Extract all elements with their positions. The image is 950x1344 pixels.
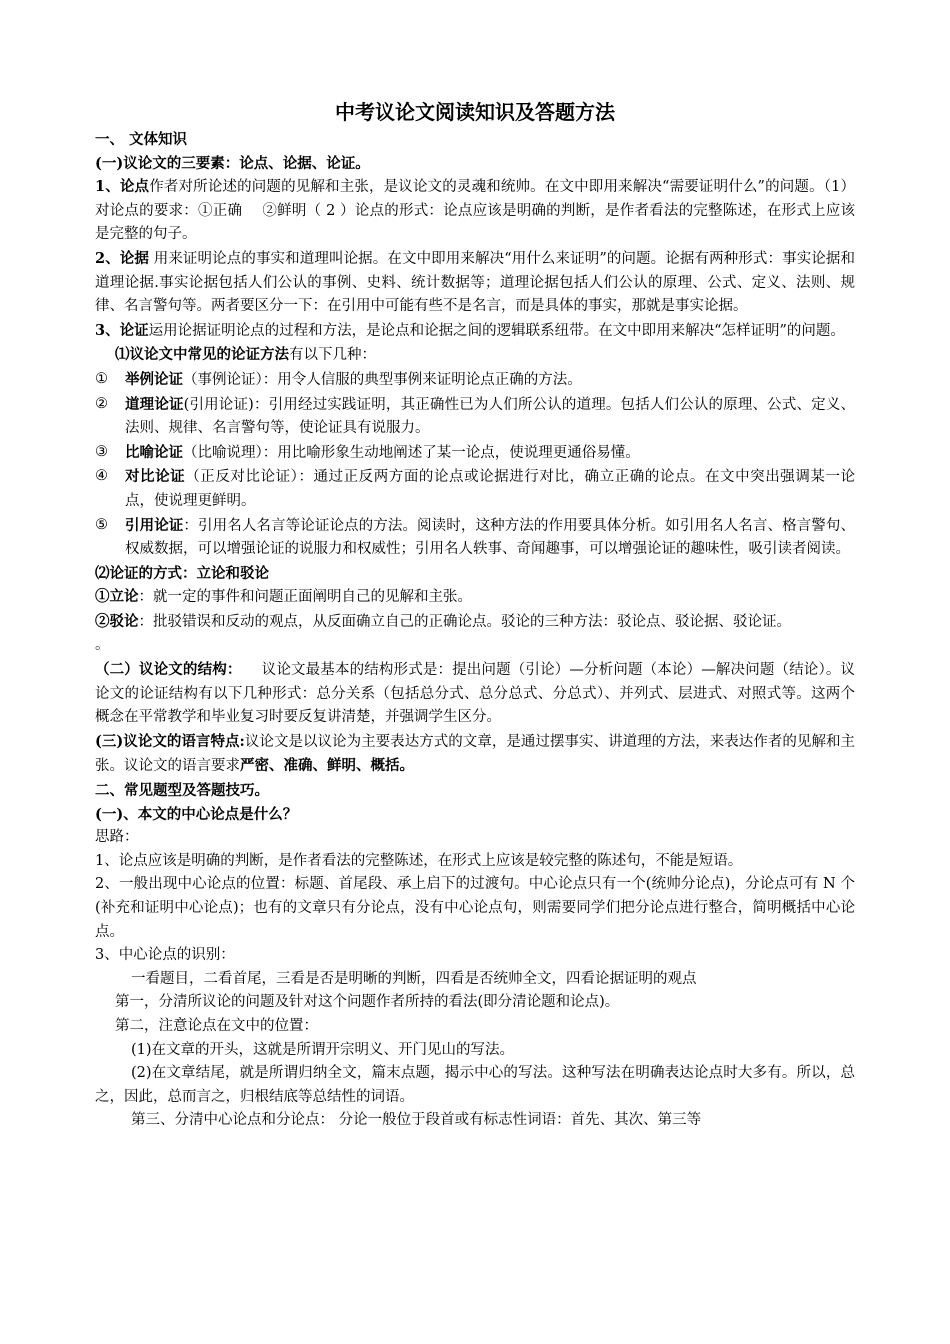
paragraph-structure [95, 658, 855, 730]
list-number: ④ [95, 468, 108, 485]
term-lilun: ①立论 [95, 588, 139, 606]
identify-line: 一看题目，二看首尾，三看是否是明晰的判断，四看是否统帅全文，四看论据证明的观点 [131, 970, 697, 987]
tip-1: 1、论点应该是明确的判断，是作者看法的完整陈述，在形式上应该是较完整的陈述句，不能是短语。 [95, 852, 743, 869]
term-lunzheng: 3、论证 [95, 321, 149, 339]
method-text: （事例论证）：用令人信服的典型事例来证明论点正确的方法。 [183, 371, 582, 388]
paragraph-text: ：就一定的事件和问题正面阐明自己的见解和主张。 [138, 589, 472, 606]
term-lunju: 2、论据 [95, 249, 150, 267]
method-text: (引用论证)：引用经过实践证明，其正确性已为人们所公认的道理。包括人们公认的原理、公式、定义、法则、规律、名言警句等，使论证具有说服力。 [125, 396, 855, 437]
list-item [95, 393, 855, 441]
method-name: 引用论证 [125, 516, 184, 534]
document-page [95, 98, 855, 1133]
list-item [95, 441, 855, 466]
method-text: （正反对比论证）：通过正反两方面的论点或论据进行对比，确立正确的论点。在文中突出强调某一论点，使说理更鲜明。 [125, 469, 856, 509]
tip-3: 3、中心论点的识别： [95, 947, 235, 964]
method-text: ：引用名人名言等论证论点的方法。阅读时，这种方法的作用要具体分析。如引用名人名言、格言警句、权威数据，可以增强论证的说服力和权威性；引用名人轶事、奇闻趣事，可以增强论证的趣味性，吸引读者阅读。 [125, 517, 856, 558]
paragraph-text: ：批驳错误和反动的观点，从反面确立自己的正确论点。驳论的三种方法：驳论点、驳论据、驳论证。 [138, 613, 791, 630]
step-second: 第二，注意论点在文中的位置： [115, 1017, 318, 1034]
ways-heading: ⑵论证的方式：立论和驳论 [95, 564, 269, 582]
subsection-heading-elements: (一)议论文的三要素：论点、论据、论证。 [95, 154, 370, 172]
list-number: ② [95, 395, 108, 412]
thinking-label: 思路： [95, 829, 139, 846]
method-name: 比喻论证 [125, 443, 183, 461]
paragraph-argument-evidence [95, 247, 855, 319]
paragraph-bolun [95, 610, 855, 635]
language-heading: (三)议论文的语言特点: [95, 732, 245, 750]
method-name: 道理论证 [125, 395, 184, 413]
tip-2: 2、一般出现中心论点的位置：标题、首尾段、承上启下的过渡句。中心论点只有一个(统帅分论点)，分论点可有 N 个(补充和证明中心论点)；也有的文章只有分论点，没有中心论点句，则需要同学们把分论点进行整合，简明概括中心论点。 [95, 876, 855, 940]
paragraph-language [95, 730, 855, 779]
methods-intro-text: 有以下几种： [289, 347, 376, 364]
stray-punctuation: 。 [95, 637, 110, 654]
step-first: 第一，分清所议论的问题及针对这个问题作者所持的看法(即分清论题和论点)。 [115, 994, 620, 1011]
methods-intro-bold: ⑴议论文中常见的论证方法 [115, 346, 289, 364]
method-name: 举例论证 [125, 370, 183, 388]
position-2: (2)在文章结尾，就是所谓归纳全文，篇末点题，揭示中心的写法。这种写法在明确表达论点时大多有。所以，总之，因此，总而言之，归根结底等总结性的词语。 [95, 1065, 855, 1105]
term-lundian: 1、论点 [95, 178, 150, 196]
paragraph-text: 议论文是以议论为主要表达方式的文章，是通过摆事实、讲道理的方法，来表达作者的见解和主张。议论文的语言要求 [95, 733, 855, 775]
paragraph-text: 议论文最基本的结构形式是：提出问题（引论）—分析问题（本论）—解决问题（结论）。议论文的论证结构有以下几种形式：总分关系（包括总分式、总分总式、分总式）、并列式、层进式、对照式等。这两个概念在平常教学和毕业复习时要反复讲清楚，并强调学生区分。 [95, 662, 856, 726]
list-number: ⑤ [95, 516, 108, 533]
paragraph-lilun [95, 585, 855, 610]
paragraph-text: 作者对所论述的问题的见解和主张，是议论文的灵魂和统帅。在文中即用来解决“需要证明什么”的问题。（1）对论点的要求：①正确 [95, 179, 855, 219]
paragraph-text-cont: ②鲜明（ 2 ）论点的形式：论点应该是明确的判断，是作者看法的完整陈述，在形式上应该是完整的句子。 [95, 202, 855, 243]
paragraph-text: 运用论据证明论点的过程和方法，是论点和论据之间的逻辑联系纽带。在文中即用来解决“怎样证明”的问题。 [148, 322, 845, 339]
list-item [95, 514, 855, 562]
structure-heading: （二）议论文的结构： [95, 661, 242, 679]
section-heading-1: 一、 文体知识 [95, 131, 188, 148]
question-heading: (一)、本文的中心论点是什么？ [95, 805, 298, 823]
list-item [95, 368, 855, 393]
method-text: （比喻说理）：用比喻形象生动地阐述了某一论点，使说理更通俗易懂。 [183, 444, 640, 461]
language-emphasis: 严密、准确、鲜明、概括。 [240, 757, 414, 775]
paragraph-argument-point [95, 175, 855, 247]
term-bolun: ②驳论 [95, 612, 139, 630]
list-item [95, 465, 855, 513]
page-title: 中考议论文阅读知识及答题方法 [335, 100, 615, 124]
position-1: (1)在文章的开头，这就是所谓开宗明义、开门见山的写法。 [131, 1041, 515, 1058]
step-third: 第三、分清中心论点和分论点： 分论一般位于段首或有标志性词语：首先、其次、第三等 [131, 1112, 702, 1129]
method-name: 对比论证 [125, 468, 186, 486]
list-number: ① [95, 370, 108, 387]
methods-intro [95, 343, 855, 368]
paragraph-argumentation [95, 319, 855, 344]
section-heading-2: 二、常见题型及答题技巧。 [95, 782, 269, 800]
paragraph-text: 用来证明论点的事实和道理叫论据。在文中即用来解决“用什么来证明”的问题。论据有两种形式：事实论据和道理论据.事实论据包括人们公认的事例、史料、统计数据等；道理论据包括人们公认的原理、公式、定义、法则、规律、名言警句等。两者要区分一下：在引用中可能有些不是名言，而是具体的事实，那就是事实论据。 [95, 250, 856, 315]
list-number: ③ [95, 443, 108, 460]
